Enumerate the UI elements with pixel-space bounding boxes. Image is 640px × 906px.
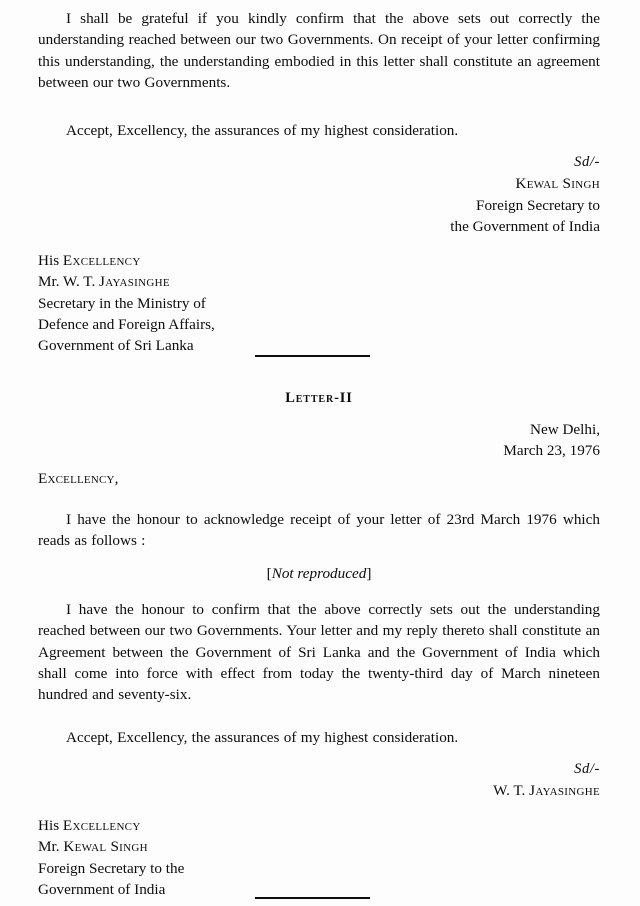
dateline-date: March 23, 1976 <box>503 442 600 460</box>
letter-one-signature-block <box>38 152 600 237</box>
signature-sd-mark-two: Sd/- <box>574 761 600 777</box>
addressee-name-caps: Jayasinghe <box>99 273 170 291</box>
addressee-name-prefix: Mr. W. T. <box>38 273 100 291</box>
addressee-two-line-excellency <box>38 815 600 836</box>
enclosure-note <box>38 565 600 583</box>
letter-two-addressee-block <box>38 815 600 900</box>
enclosure-note-text: Not reproduced <box>271 565 367 582</box>
addressee-two-name-prefix: Mr. <box>38 838 64 856</box>
paragraph-acknowledge-receipt: I have the honour to acknowledge receipt of your letter of 23rd March 1976 which reads as follows : <box>38 511 600 550</box>
addressee-line-4: Defence and Foreign Affairs, <box>38 315 215 333</box>
signature-title-line-1: Foreign Secretary to <box>476 196 600 214</box>
addressee-honorific-prefix: His <box>38 252 63 269</box>
letter-one-accept-line <box>38 120 600 141</box>
letter-two-signature-block <box>38 759 600 802</box>
signature-sd-mark: Sd/- <box>574 154 600 170</box>
enclosure-close-bracket: ] <box>366 565 372 582</box>
addressee-two-honorific-caps: Excellency <box>62 817 141 834</box>
paragraph-accept-assurances: Accept, Excellency, the assurances of my highest consideration. <box>66 122 459 139</box>
letter-two-dateline <box>38 419 600 462</box>
dateline-place: New Delhi, <box>529 421 600 438</box>
addressee-two-line-name <box>38 836 600 857</box>
addressee-line-3: Secretary in the Ministry of <box>38 294 206 312</box>
signature-name-two <box>38 780 600 801</box>
letter-two-accept-line-wrap <box>38 727 600 748</box>
section-divider-rule-bottom <box>255 897 370 899</box>
paragraph-confirm-request: I shall be grateful if you kindly confirm that the above sets out correctly the understanding reached between our two Governments. On receipt of your letter confirming this understanding, the understanding embodied in this letter shall constitute an agreement between our two Governments. <box>38 10 600 91</box>
signature-name-caps: Jayasinghe <box>529 782 600 800</box>
paragraph-confirm-agreement: I have the honour to confirm that the above correctly sets out the understanding reached between our two Governments. Your letter and my reply thereto shall constitute an Agreement between the Government of Sri Lanka and the Government of India which shall come into force with effect from today the twenty-third day of March nineteen hundred and seventy-six. <box>38 601 600 704</box>
letter-two-salutation-wrap <box>38 468 600 489</box>
addressee-line-excellency <box>38 250 600 271</box>
letter-two-heading: Letter-II <box>285 390 353 406</box>
signature-name-prefix: W. T. <box>493 782 530 800</box>
addressee-honorific-caps: Excellency <box>62 252 141 269</box>
addressee-two-line-4: Government of India <box>38 880 166 898</box>
section-divider-rule-top <box>255 355 370 357</box>
addressee-line-5: Government of Sri Lanka <box>38 337 194 355</box>
letter-two-salutation: Excellency, <box>38 470 119 487</box>
addressee-two-name-caps: Kewal Singh <box>63 838 148 856</box>
letter-two-paragraph-1-wrap <box>38 509 600 552</box>
letter-two-paragraph-2-wrap <box>38 599 600 705</box>
signature-name: Kewal Singh <box>515 175 600 193</box>
addressee-two-line-3: Foreign Secretary to the <box>38 859 185 877</box>
paragraph-accept-assurances-two: Accept, Excellency, the assurances of my highest consideration. <box>66 729 459 746</box>
enclosure-open-bracket: [ <box>266 565 272 582</box>
addressee-line-name <box>38 271 600 292</box>
letter-one-closing-paragraph <box>38 8 600 93</box>
signature-title-line-2: the Government of India <box>450 217 600 235</box>
letter-one-addressee-block <box>38 250 600 356</box>
addressee-two-honorific-prefix: His <box>38 817 63 834</box>
